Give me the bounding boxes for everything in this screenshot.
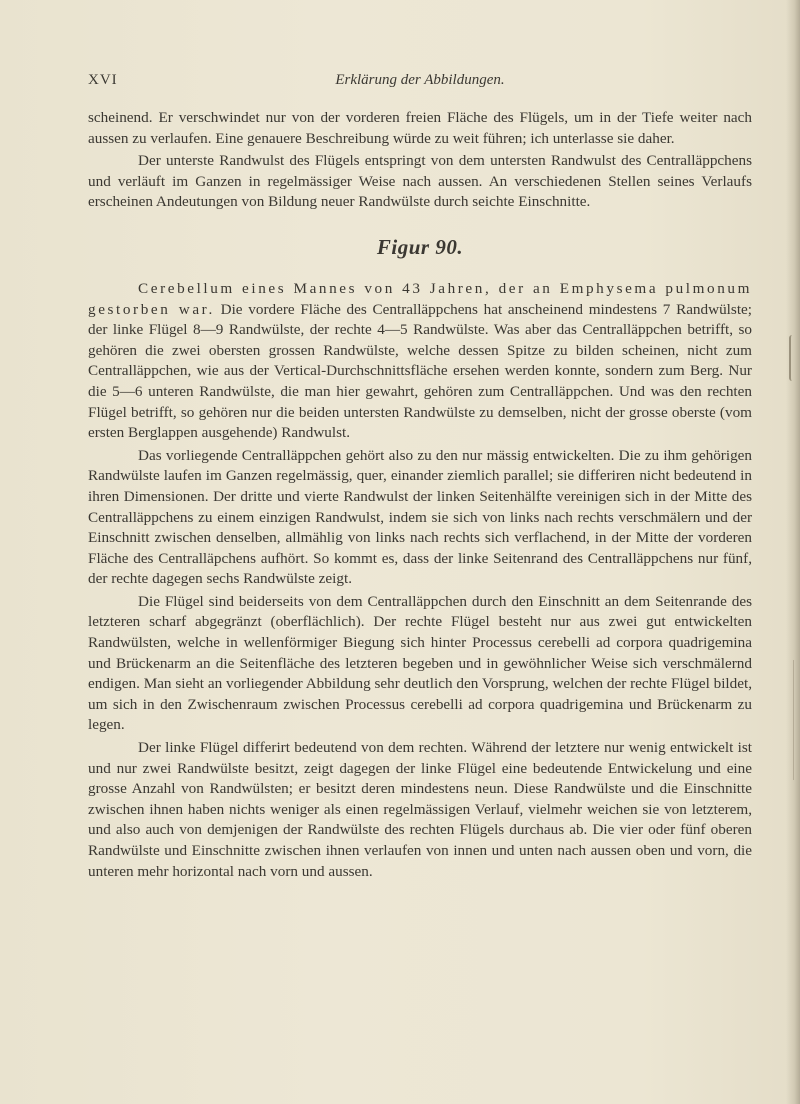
figure-caption-lead: Cerebellum eines Mannes von 43 Jahren, der an Emphysema pulmonum gestorben war.: [88, 279, 752, 318]
paragraph-unterste-randwulst: Der unterste Randwulst des Flügels entspringt von dem untersten Randwulst des Centralläppchens und verläuft im Ganzen in regelmässiger Weise nach aussen. An verschiedenen Stellen seines Verlaufs erscheinen Andeutungen von Bildung neuer Randwülste durch seichte Einschnitte.: [88, 152, 752, 211]
page-header: [88, 72, 752, 96]
paragraph-continuation: scheinend. Er verschwindet nur von der vorderen freien Fläche des Flügels, um in der Tiefe weiter nach aussen zu verlaufen. Eine genauere Beschreibung würde zu weit führen; ich unterlasse sie daher.: [88, 109, 752, 147]
margin-mark: [789, 335, 797, 381]
body-text: [88, 108, 752, 882]
page-number: XVI: [88, 72, 118, 88]
paragraph-centrallappchen: Das vorliegende Centralläppchen gehört also zu den nur mässig entwickelten. Die zu ihm gehörigen Randwülste laufen im Ganzen regelmässig, quer, einander ziemlich parallel; sie differiren nicht bedeutend in ihren Dimensionen. Der dritte und vierte Randwulst der linken Seitenhälfte vereinigen sich in der Mitte des Centralläppchens zu einem einzigen Randwulst, indem sie sich von links nach rechts verschmälern und der Einschnitt zwischen denselben, allmählig von links nach rechts sich verflachend, in der Mitte der vorderen Fläche des Centralläpchens aufhört. So kommt es, dass der linke Seitenrand des Centralläppchens nur fünf, der rechte dagegen sechs Randwülste zeigt.: [88, 446, 752, 588]
page-edge-shadow: [786, 0, 800, 1104]
paragraph-fluegel: Die Flügel sind beiderseits von dem Centralläppchen durch den Einschnitt an dem Seitenrande des letzteren scharf abgegränzt (oberflächlich). Der rechte Flügel besteht nur aus zwei gut entwickelten Randwülsten, welche in wellenförmiger Biegung sich hinter Processus cerebelli ad corpora quadrigemina und Brückenarm an die Seitenfläche des letzteren begeben und in gewöhnlicher Weise sich verschmälernd endigen. Man sieht an vorliegender Abbildung sehr deutlich den Vorsprung, welchen der rechte Flügel bildet, um sich in den Zwischenraum zwischen Processus cerebelli ad corpora quadrigemina und Brückenarm zu legen.: [88, 592, 752, 734]
paragraph-linker-fluegel: Der linke Flügel differirt bedeutend von dem rechten. Während der letztere nur wenig entwickelt ist und nur zwei Randwülste besitzt, zeigt dagegen der linke Flügel eine bedeutende Entwickelung und eine grosse Anzahl von Randwülsten; er besitzt deren mindestens neun. Diese Randwülste und die Einschnitte zwischen ihnen haben nichts weniger als einen regelmässigen Verlauf, vielmehr weichen sie von letzterem, und also auch von demjenigen der Randwülste des rechten Flügels durchaus ab. Die vier oder fünf oberen Randwülste und Einschnitte zwischen ihnen verlaufen von innen und unten nach aussen oben und vorn, die unteren mehr horizontal nach vorn und aussen.: [88, 739, 752, 880]
paragraph-figure-description: [88, 279, 752, 444]
figure-caption-rest: Die vordere Fläche des Centralläppchens hat anscheinend mindestens 7 Randwülste; der linke Flügel 8—9 Randwülste, der rechte 4—5 Randwülste. Was aber das Centralläppchen betrifft, so gehören die zwei obersten grossen Randwülste, welche dessen Spitze zu bilden scheinen, nicht zum Centralläppchen, wie aus der Vertical-Durchschnittsfläche ersehen werden konnte, sondern zum Berg. Nur die 5—6 unteren Randwülste, die man hier gewahrt, gehören zum Centralläppchen. Und was den rechten Flügel betrifft, so gehören nur die beiden untersten Randwülste zu demselben, nicht der grosse oberste (vom ersten Berglappen ausgehende) Randwulst.: [88, 300, 752, 442]
running-title: Erklärung der Abbildungen.: [335, 72, 505, 88]
margin-mark-faint: [793, 660, 798, 780]
figure-heading: Figur 90.: [376, 234, 464, 259]
